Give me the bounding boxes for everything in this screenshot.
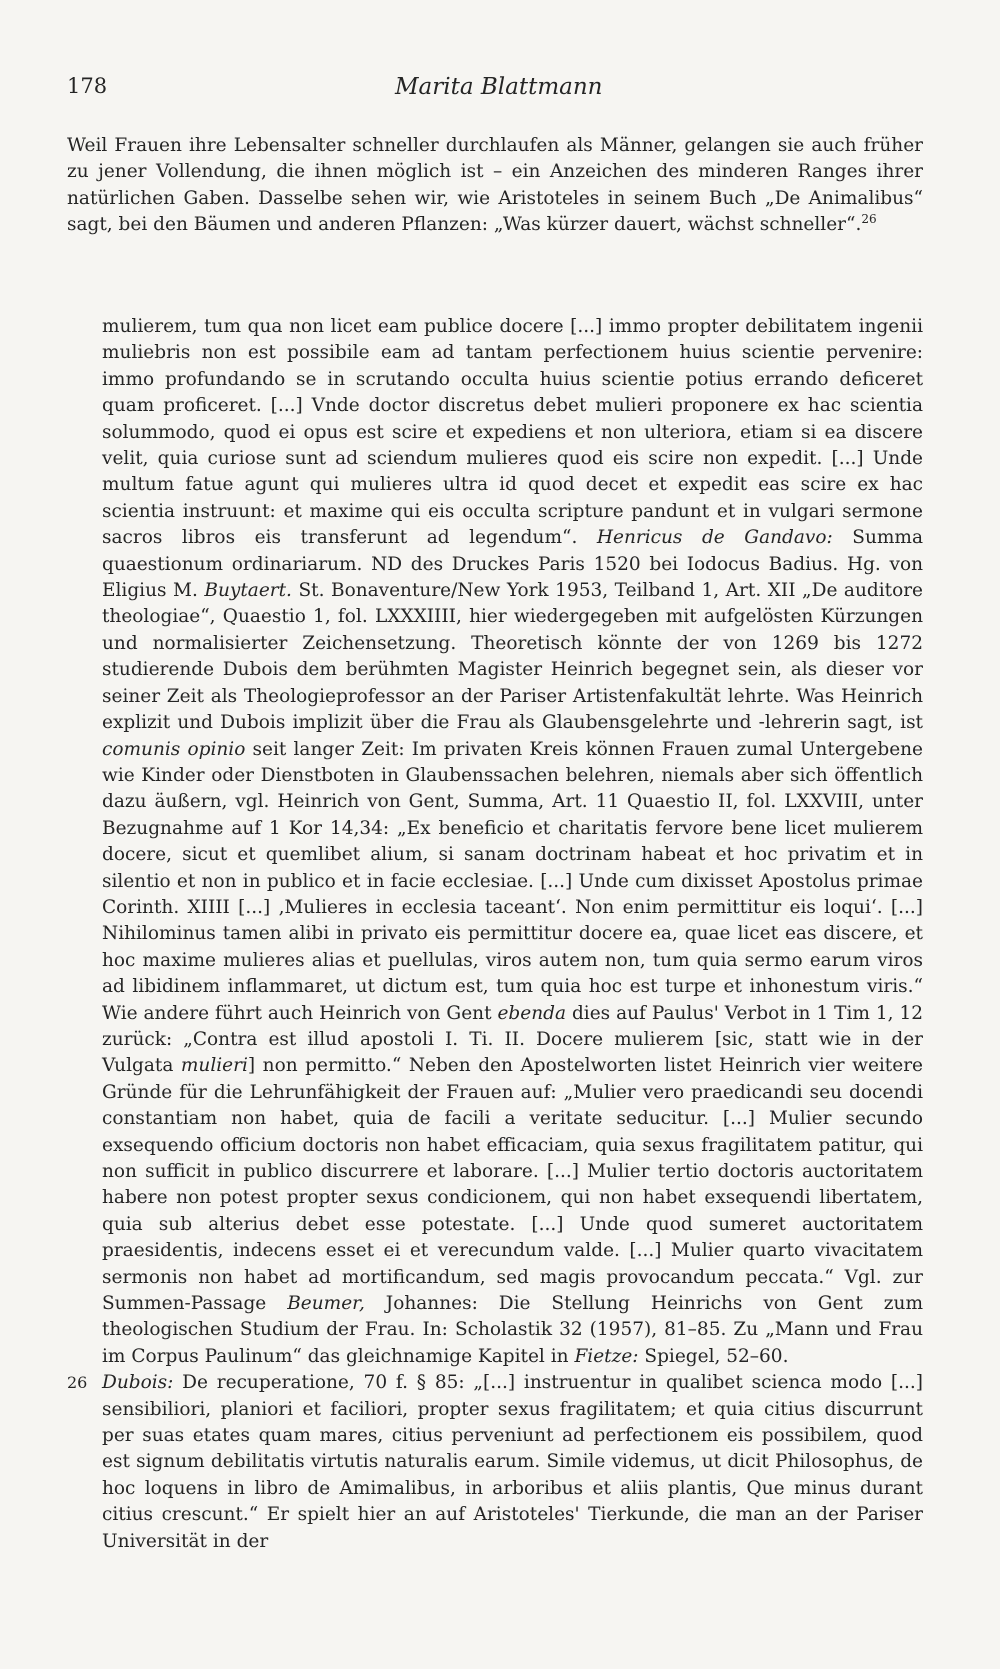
page-header [67, 74, 920, 110]
footnote-26 [67, 1370, 923, 1555]
fn-text: seit langer Zeit: Im privaten Kreis können Frauen zumal Untergebene wie Kinder oder Dienstboten in Glaubenssachen belehren, niemals aber sich öffentlich dazu äußern, vgl. Heinrich von Gent, Summa, Art. 11 Quaestio II, fol. LXXVIII, unter Bezugnahme auf 1 Kor 14,34: „Ex beneficio et charitatis fervore bene licet mulierem docere, sicut et quemlibet alium, si sanam doctrinam habeat et hoc privatim et in silentio et non in publico et in facie ecclesiae. [...] Unde cum dixisset Apostolus primae Corinth. XIIII [...] ‚Mulieres in ecclesia taceant‘. Non enim permittitur eis loqui‘. [...] Nihilominus tamen alibi in privato eis permittitur docere ea, quae licet eas discere, et hoc maxime mulieres alias et puellulas, viros autem non, tum quia sermo earum viros ad libidinem inflammaret, ut dictum est, tum quia hoc est turpe et inhonestum viris.“ Wie andere führt auch Heinrich von Gent [102, 738, 924, 1024]
fn-text: mulierem, tum qua non licet eam publice docere [...] immo propter debilitatem ingenii muliebris non est possibile eam ad tantam perfectionem huius scientie pervenire: immo profundando se in scrutando occulta huius scientie potius errando deficeret quam proficeret. [...] Vnde doctor discretus debet mulieri proponere ex hac scientia solummodo, quod ei opus est scire et expediens et non ulteriora, etiam si ea discere velit, quia curiose sunt ad sciendum mulieres quod eis scire non expedit. [...] Unde multum fatue agunt qui mulieres ultra id quod decet et expedit eas scire ex hac scientia instruunt: et maxime qui eis occulta scripture pandunt et in vulgari sermone sacros libros eis transferunt ad legendum“. [102, 316, 923, 549]
fn-text: Spiegel, 52–60. [638, 1345, 789, 1367]
fn-italic-term: comunis opinio [102, 738, 246, 760]
fn-editor: Buytaert. [204, 580, 292, 602]
fn-text: Johannes: Die Stellung Heinrichs von Gent zum theologischen Studium der Frau. In: Scholastik 32 (1957), 81–85. Zu „Mann und Frau im Corpus Paulinum“ das gleichnamige Kapitel in [102, 1293, 924, 1367]
footnote-number: 26 [67, 1373, 88, 1393]
fn-text: St. Bonaventure/New York 1953, Teilband 1, Art. XII „De auditore theologiae“, Quaestio 1, fol. LXXXIIII, hier wiedergegeben mit aufgelösten Kürzungen und normalisierter Zeichensetzung. Theoretisch könnte der von 1269 bis 1272 studierende Dubois dem berühmten Magister Heinrich begegnet sein, als dieser vor seiner Zeit als Theologieprofessor an der Pariser Artistenfakultät lehrte. Was Heinrich explizit und Dubois implizit über die Frau als Glaubensgelehrte und -lehrerin sagt, ist [102, 580, 924, 734]
body-paragraph [67, 133, 923, 239]
fn-author: Dubois: [102, 1372, 174, 1394]
fn-italic-term: ebenda [497, 1002, 566, 1024]
fn-italic-term: mulieri [180, 1055, 248, 1077]
fn-text: ] non permitto.“ Neben den Apostelworten listet Heinrich vier weitere Gründe für die Lehrunfähigkeit der Frauen auf: „Mulier vero praedicandi seu docendi constantiam non habet, quia de facili a veritate seducitur. [...] Mulier secundo exsequendo officium doctoris non habet efficaciam, quia sexus fragilitatem patitur, qui non sufficit in publico discurrere et laborare. [...] Mulier tertio doctoris auctoritatem habere non potest propter sexus condicionem, qui non habet exsequendi libertatem, quia sub alterius debet esse potestate. [...] Unde quod sumeret auctoritatem praesidentis, indecens esset ei et verecundum valde. [...] Mulier quarto vivacitatem sermonis non habet ad mortificandum, sed magis provocandum peccata.“ Vgl. zur Summen-Passage [102, 1055, 923, 1315]
fn-text: Summa quaestionum ordinariarum. ND des Druckes Paris 1520 bei Iodocus Badius. Hg. von Eligius M. [102, 527, 923, 602]
page-number: 178 [67, 74, 108, 98]
footnote-continuation [102, 314, 923, 1370]
fn-author: Fietze: [574, 1345, 639, 1367]
body-paragraph-text: Weil Frauen ihre Lebensalter schneller durchlaufen als Männer, gelangen sie auch früher zu jener Vollendung, die ihnen möglich ist – ein Anzeichen des minderen Ranges ihrer natürlichen Gaben. Dasselbe sehen wir, wie Aristoteles in seinem Buch „De Animalibus“ sagt, bei den Bäumen und anderen Pflanzen: „Was kürzer dauert, wächst schneller“. [67, 135, 923, 236]
fn-author: Henricus de Gandavo: [596, 527, 833, 549]
footnotes [67, 314, 923, 1555]
running-head: Marita Blattmann [395, 74, 603, 100]
fn-text: dies auf Paulus' Verbot in 1 Tim 1, 12 zurück: „Contra est illud apostoli I. Ti. II. Docere mulierem [sic, statt wie in der Vulgata [102, 1002, 924, 1077]
footnote-reference-26[interactable]: 26 [861, 212, 877, 227]
fn-author: Beumer, [287, 1293, 365, 1315]
fn-text: De recuperatione, 70 f. § 85: „[...] instruentur in qualibet scienca modo [...] sensibiliori, planiori et faciliori, propter sexus fragilitatem; et quia citius discurrunt per suas etates quam mares, citius perveniunt ad perfectionem eis possibilem, quod est signum debilitatis virtutis naturalis earum. Simile videmus, ut dicit Philosophus, de hoc loquens in libro de Amimalibus, in arboribus et aliis plantis, Que minus durant citius crescunt.“ Er spielt hier an auf Aristoteles' Tierkunde, die man an der Pariser Universität in der [102, 1372, 923, 1552]
